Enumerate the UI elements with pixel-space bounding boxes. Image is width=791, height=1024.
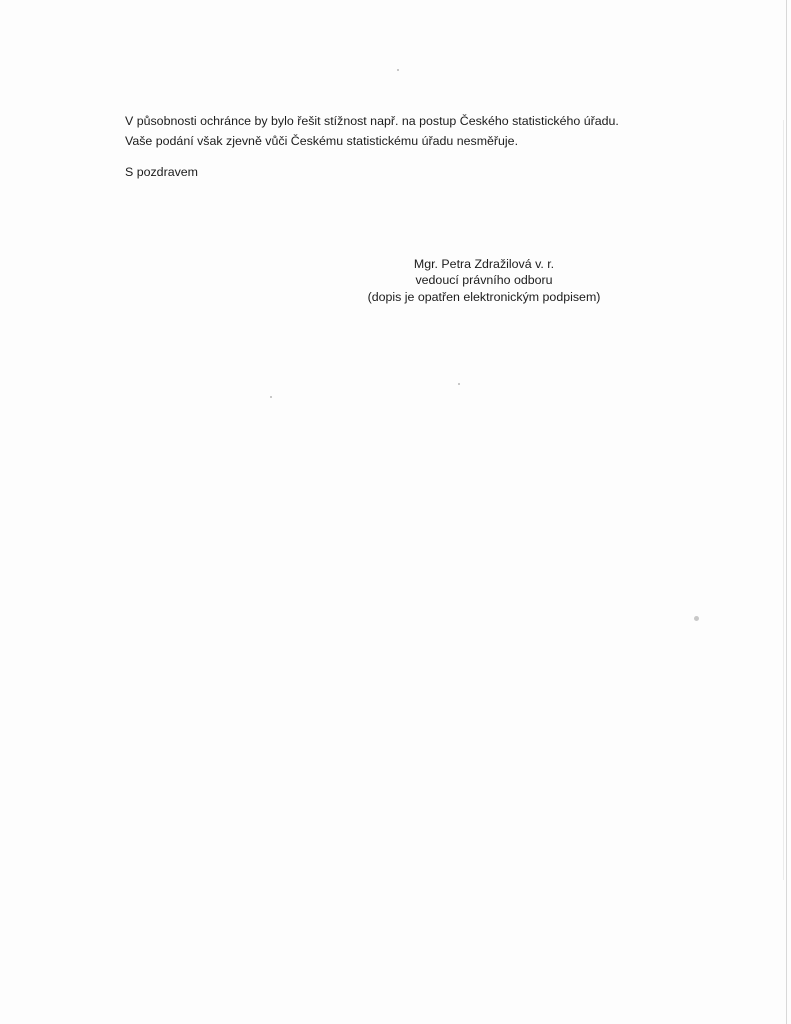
paragraph-line-2: Vaše podání však zjevně vůči Českému statistickému úřadu nesměřuje.: [125, 134, 519, 148]
scan-edge: [786, 0, 787, 1024]
scan-edge: [783, 120, 784, 880]
paragraph-line-1: V působnosti ochránce by bylo řešit stížnost např. na postup Českého statistického úřadu.: [125, 114, 619, 128]
scan-speck: [270, 396, 272, 398]
closing-greeting: S pozdravem: [125, 165, 199, 179]
scan-speck: [397, 69, 399, 71]
electronic-signature-note: (dopis je opatřen elektronickým podpisem): [367, 290, 601, 304]
scan-speck: [458, 383, 460, 385]
signatory-name: Mgr. Petra Zdražilová v. r.: [413, 257, 555, 271]
scan-speck: [694, 616, 699, 621]
signatory-role: vedoucí právního odboru: [415, 273, 553, 287]
